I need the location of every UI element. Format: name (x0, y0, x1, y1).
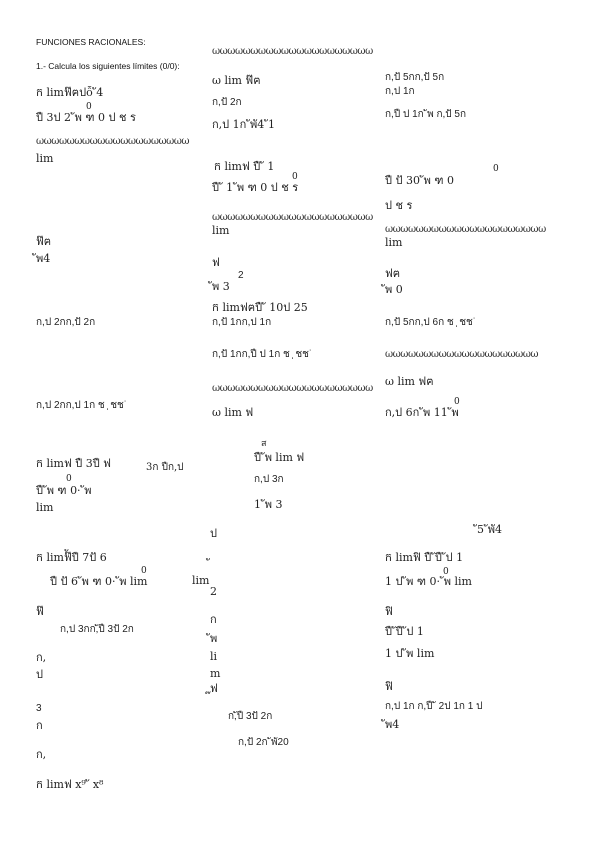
limit-expression: ក limฟ x⁹ ั x⁸ (36, 778, 104, 791)
glyph: ฟฅ (385, 267, 401, 280)
limit-expression: ก,ป 6ก ัพ 11 ัพ (385, 406, 459, 419)
glyph: ก, (36, 651, 47, 664)
limit-expression: ป ช ร (385, 199, 413, 212)
superscript: 0 (66, 474, 72, 484)
glyph: ฟิ (385, 680, 393, 693)
glyph: ัพ (210, 632, 218, 645)
limit-expression: ัพ4 (36, 252, 51, 265)
glyph: ฟ (210, 682, 218, 695)
limit-expression: ក limฟ๊ฅปỗ ั4 (36, 86, 104, 99)
limit-expression: ក limฟฅปื ั 10ป 25 (212, 301, 308, 314)
glyph: ก (36, 719, 43, 732)
fraction-bar: ωωωωωωωωωωωωωωωωωωωωω (385, 224, 546, 235)
factored-expression: ก,ัปื 3ปั 2ก (228, 711, 273, 722)
limit-expression: ω lim ฟ (212, 406, 254, 419)
glyph: 3 (36, 703, 42, 714)
limit-expression: ัพ 3 (212, 280, 230, 293)
superscript: 2 (238, 270, 244, 281)
limit-expression: ปื ัพ ฑ 0· ัพ (36, 484, 92, 497)
factored-expression: ก,ป 1ก (385, 86, 415, 97)
superscript: 0 (443, 567, 449, 577)
superscript: 0 (493, 164, 499, 174)
factored-expression: ก,ป 1ก ก,ปื ั 2ป 1ก 1 ป (385, 701, 483, 712)
document-title: FUNCIONES RACIONALES: (36, 37, 146, 47)
factored-expression: ก,ปั 5กก,ปั 5ก (385, 72, 445, 83)
lim-label: lim (192, 574, 210, 587)
limit-expression: ปื 3ป 2 ัพ ฑ 0 ป ช ร (36, 111, 136, 124)
limit-expression: ปื ั 1 ัพ ฑ 0 ป ช ร (212, 181, 299, 194)
lim-label: lim (36, 152, 54, 165)
factored-expression: ก,ปั 2ก (212, 97, 242, 108)
limit-expression: 3ก ปืก,ป (146, 462, 184, 473)
limit-expression: 1 ัพ 3 (254, 498, 283, 511)
limit-expression: ក limฟ๊ัปื 7ปั 6 (36, 551, 107, 564)
limit-expression: ก,ป 1ก ัพั4 ั1 (212, 118, 275, 131)
glyph: li (210, 650, 218, 663)
lim-label: lim (36, 501, 54, 514)
limit-expression: ปื ัพ lim ฟ (254, 451, 305, 464)
limit-expression: ក limฟิ ปื ัปื ัป 1 (385, 551, 464, 564)
limit-expression: ฟ๊ฅ (36, 235, 52, 248)
glyph: ก (210, 613, 217, 626)
factored-expression: ก,ป 2กก,ปั 2ก (36, 317, 96, 328)
fraction-bar: ωωωωωωωωωωωωωωωωωωωω (385, 349, 539, 360)
limit-expression: ปื ปั 6 ัพ ฑ 0· ัพ lim (50, 575, 148, 588)
limit-expression: ัพ4 (385, 718, 400, 731)
limit-expression: ปื ัปื ัป 1 (385, 625, 424, 638)
limit-expression: ั5 ัพั4 (477, 523, 502, 536)
factored-expression: ก,ปื ป 1ก ัพ ก,ปั 5ก (385, 109, 467, 120)
lim-label: lim (212, 224, 230, 237)
limit-expression: ក limฟ ปื ั 1 (214, 160, 275, 173)
fraction-bar: ωωωωωωωωωωωωωωωωωωωωω (212, 383, 373, 394)
limit-expression: ក limฟ ปื 3ปื ฟ (36, 457, 111, 470)
superscript: 0 (86, 102, 92, 112)
superscript: ส (261, 439, 267, 449)
subscript: 2 (210, 585, 217, 598)
fraction-bar: ωωωωωωωωωωωωωωωωωωωωω (212, 212, 373, 223)
glyph: ป (36, 668, 43, 681)
lim-label: lim (385, 236, 403, 249)
fraction-bar: ωωωωωωωωωωωωωωωωωωωω (36, 136, 190, 147)
fraction-bar: ωωωωωωωωωωωωωωωωωωωωω (212, 46, 373, 57)
superscript: 0 (454, 397, 460, 407)
glyph: ก, (36, 748, 47, 761)
limit-expression: ปื ปั 30 ัพ ฑ 0 (385, 174, 455, 187)
factored-expression: ก,ป 3ก (254, 474, 284, 485)
superscript: 0 (292, 172, 298, 182)
glyph: m (210, 667, 221, 680)
limit-expression: ω lim ฟฅ (385, 375, 434, 388)
exercise-instruction: 1.- Calcula los siguientes límites (0/0): (36, 61, 180, 71)
factored-expression: ก,ป 3กก,ัปื 3ปั 2ก (60, 624, 134, 635)
limit-expression: 1 ป ัพ ฑ 0· ัพ lim (385, 575, 472, 588)
glyph: ฟ (212, 256, 220, 269)
glyph: ป (210, 527, 217, 540)
factored-expression: ก,ปั 1กก,ปื ป 1ก ช ̩ ชช˙ (212, 349, 313, 360)
factored-expression: ก,ปั 2ก ัพั20 (238, 737, 289, 748)
glyph: ฟิ (385, 605, 393, 618)
limit-expression: ω lim ฟ๊ฅ (212, 74, 261, 87)
superscript: 0 (141, 566, 147, 576)
limit-expression: ัพ 0 (385, 283, 403, 296)
factored-expression: ก,ปั 1กก,ป 1ก (212, 317, 272, 328)
limit-expression: ฟ๊ (36, 605, 44, 618)
factored-expression: ก,ปั 5กก,ป 6ก ช ̩ ชช˙ (385, 317, 477, 328)
limit-expression: 1 ป ัพ lim (385, 647, 435, 660)
factored-expression: ก,ป 2กก,ป 1ก ช ̩ ชช˙ (36, 400, 128, 411)
